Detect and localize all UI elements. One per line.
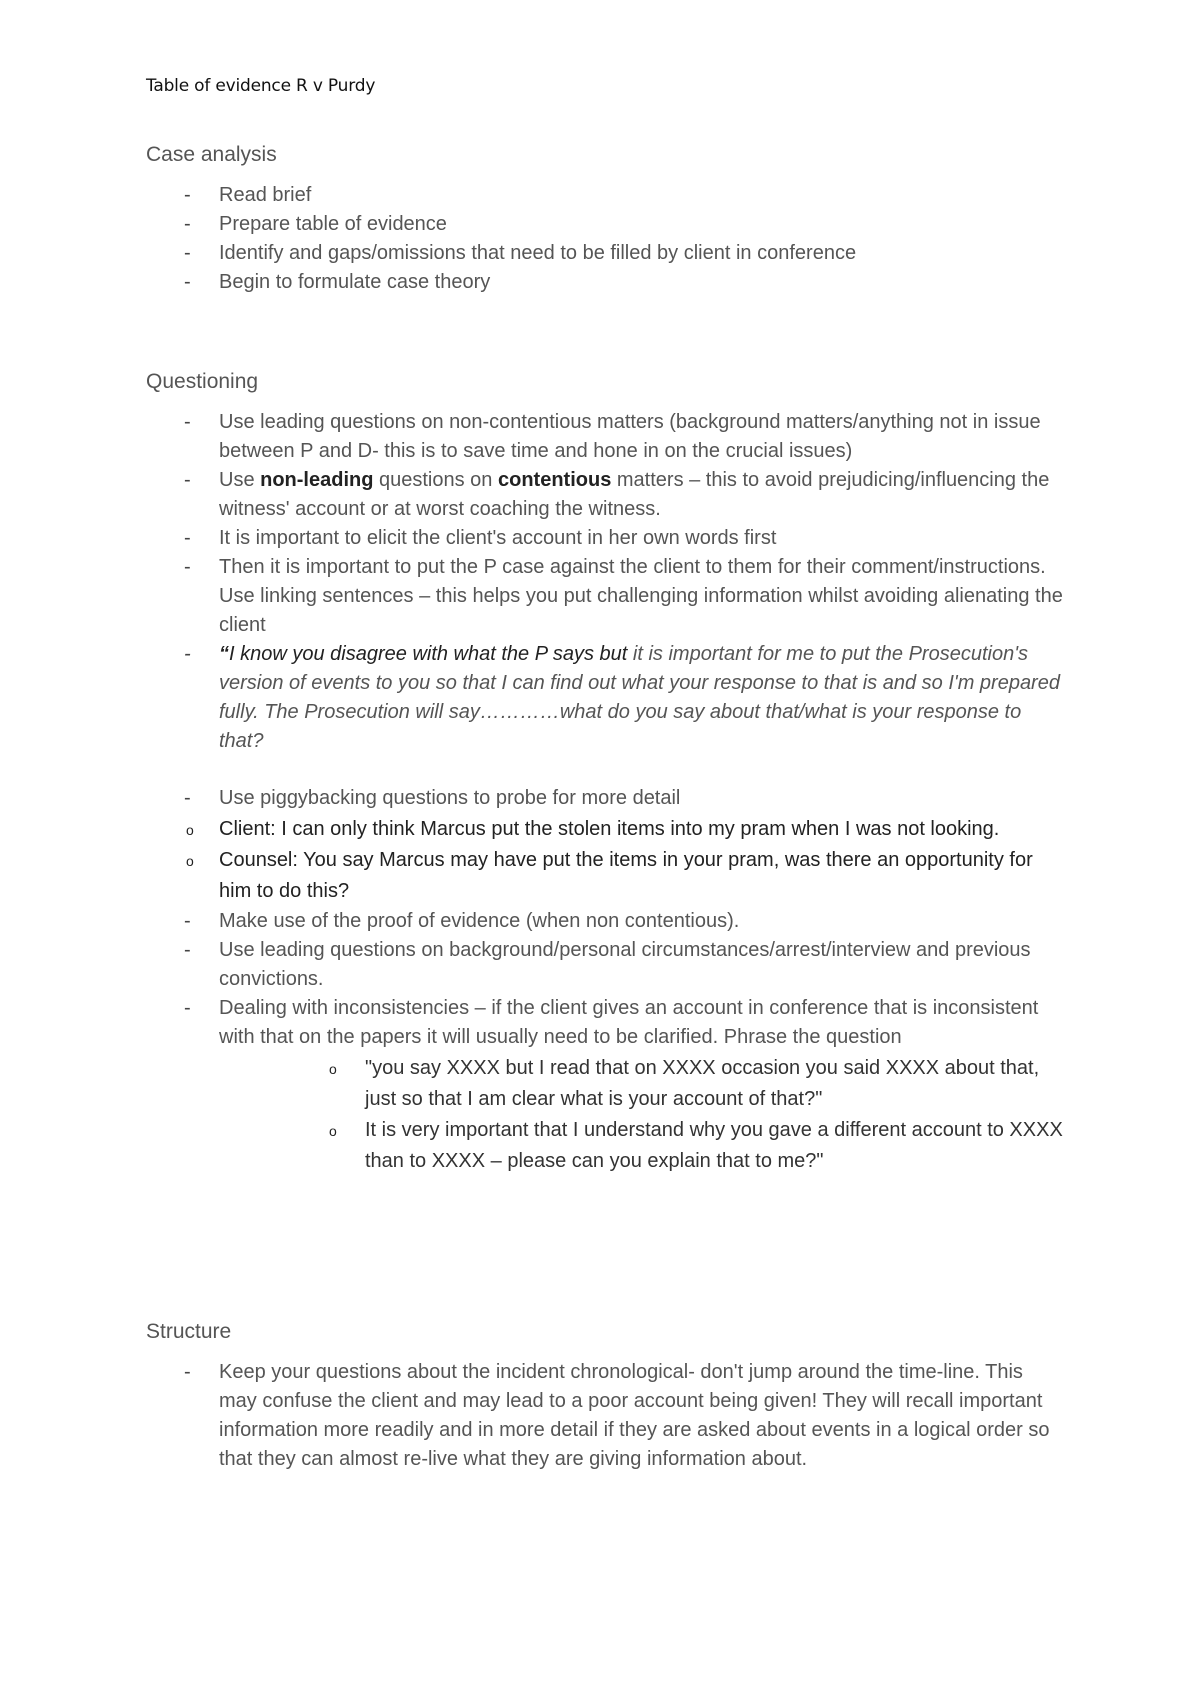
questioning-section: [146, 368, 1066, 1177]
questioning-list: [146, 408, 1066, 1177]
text-run: questions on: [373, 469, 498, 491]
sub-list: [146, 814, 1066, 907]
sub-list-item: o Client: I can only think Marcus put the stolen items into my pram when I was not looking.: [146, 814, 1066, 845]
list-item: - Prepare table of evidence: [146, 210, 1066, 239]
case-analysis-list: [146, 181, 1066, 297]
list-item: - It is important to elicit the client's account in her own words first: [146, 524, 1066, 553]
text-run: Use: [219, 469, 261, 491]
sub-list: [146, 1053, 1066, 1177]
quote-text-strong: I know you disagree with what the P says but: [229, 643, 628, 665]
list-item-quote: [146, 640, 1066, 756]
list-item: - Identify and gaps/omissions that need to be filled by client in conference: [146, 239, 1066, 268]
bold-term: contentious: [497, 469, 612, 491]
structure-heading: Structure: [146, 1320, 232, 1343]
list-item: - Use leading questions on background/personal circumstances/arrest/interview and previous convictions.: [146, 936, 1066, 994]
structure-list: [146, 1358, 1066, 1474]
list-item: - Keep your questions about the incident chronological- don't jump around the time-line. This may confuse the client and may lead to a poor account being given! They will recall important information more readily and in more detail if they are asked about events in a logical order so that they can almost re-live what they are giving information about.: [146, 1358, 1066, 1474]
text-run: matters – this to avoid prejudicing/influencing the witness' account or at worst coaching the witness.: [219, 469, 1050, 520]
sub-list-item: o "you say XXXX but I read that on XXXX occasion you said XXXX about that, just so that I am clear what is your account of that?": [146, 1053, 1066, 1115]
sub-list-item: o Counsel: You say Marcus may have put the items in your pram, was there an opportunity for him to do this?: [146, 845, 1066, 907]
list-item-text: Use piggybacking questions to probe for more detail: [219, 787, 681, 809]
list-item: - Read brief: [146, 181, 1066, 210]
quote-text: it is important for me to put the Prosecution's version of events to you so that I can find out what your response to that is and so I'm prepared fully. The Prosecution will say…………what do you say about that/what is your response to that?: [219, 643, 1060, 752]
list-item: [146, 994, 1066, 1177]
case-analysis-heading: Case analysis: [146, 143, 277, 166]
list-item: [146, 784, 1066, 907]
list-item: - Use leading questions on non-contentious matters (background matters/anything not in issue between P and D- this is to save time and hone in on the crucial issues): [146, 408, 1066, 466]
questioning-heading: Questioning: [146, 370, 259, 393]
document-title: Table of evidence R v Purdy: [146, 76, 376, 96]
list-item: - Begin to formulate case theory: [146, 268, 1066, 297]
sub-list-item: o It is very important that I understand why you gave a different account to XXXX than to XXXX – please can you explain that to me?": [146, 1115, 1066, 1177]
bold-term: non-leading: [260, 469, 374, 491]
list-item-text: Dealing with inconsistencies – if the client gives an account in conference that is inconsistent with that on the papers it will usually need to be clarified. Phrase the question: [219, 997, 1039, 1048]
list-item: - Then it is important to put the P case against the client to them for their comment/instructions. Use linking sentences – this helps you put challenging information whilst avoiding alienating the client: [146, 553, 1066, 640]
quote-mark: “: [219, 643, 229, 665]
list-item: - Make use of the proof of evidence (when non contentious).: [146, 907, 1066, 936]
case-analysis-section: [146, 141, 1066, 297]
list-item: [146, 466, 1066, 524]
structure-section: [146, 1318, 1066, 1474]
